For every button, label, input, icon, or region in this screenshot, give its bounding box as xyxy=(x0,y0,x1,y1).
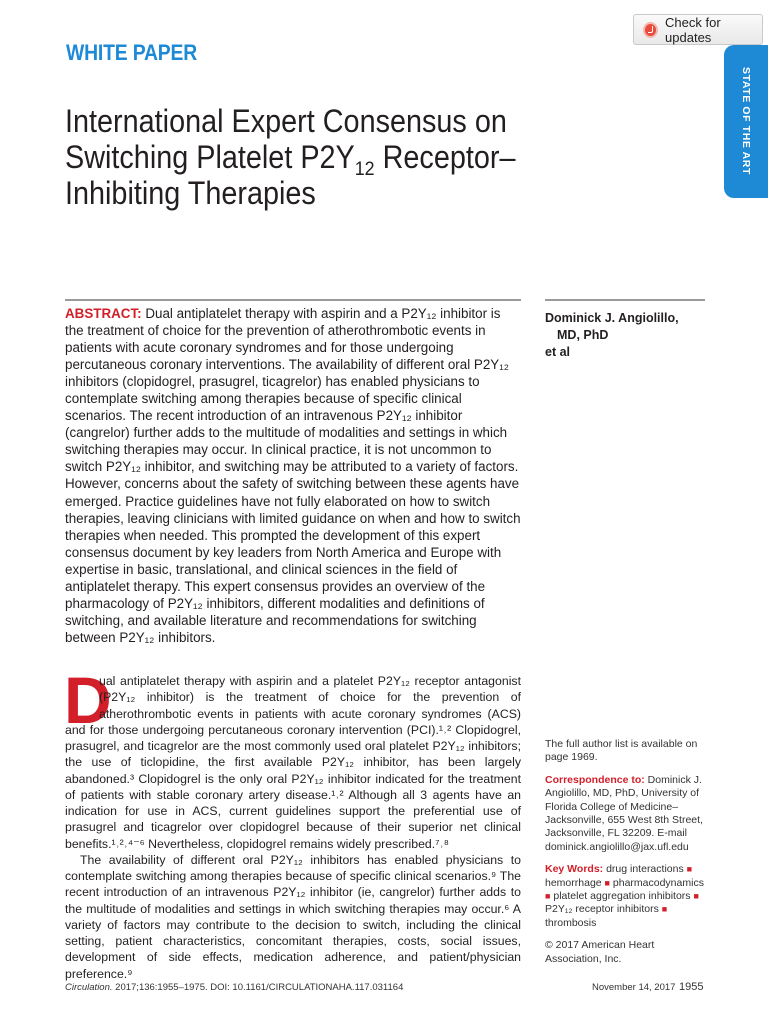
page-number: 1955 xyxy=(679,981,704,993)
crossmark-icon xyxy=(643,22,658,38)
check-for-updates-button[interactable] xyxy=(633,14,763,45)
title-line-1: International Expert Consensus on xyxy=(65,103,507,139)
copyright: © 2017 American Heart Association, Inc. xyxy=(545,939,655,965)
correspondence: Correspondence to: Dominick J. Angiolillo, MD, PhD, University of Florida College of Medicine–Jacksonville, 655 West 8th Street, Jacksonville, FL 32209. E-mail dominick.angiolillo@jax.ufl.edu xyxy=(545,773,703,853)
abstract-rule xyxy=(65,299,521,301)
keyword: thrombosis xyxy=(545,916,597,929)
author-name: Dominick J. Angiolillo, xyxy=(545,311,679,325)
title-line-3: Inhibiting Therapies xyxy=(65,175,316,211)
author-degrees: MD, PhD xyxy=(557,328,609,342)
keyword: drug interactions xyxy=(606,863,684,876)
abstract xyxy=(65,305,521,646)
author-etal: et al xyxy=(545,345,571,359)
section-label: WHITE PAPER xyxy=(66,40,198,65)
drop-cap: D xyxy=(64,663,112,737)
author-list-note: The full author list is available on page 1969. xyxy=(545,738,698,764)
abstract-text: Dual antiplatelet therapy with aspirin and a P2Y₁₂ inhibitor is the treatment of choice for the prevention of atherothrombotic events in patients with acute coronary syndromes and for those undergoing percutaneous coronary interventions. The availability of different oral P2Y₁₂ inhibitors (clopidogrel, prasugrel, ticagrelor) has enabled physicians to contemplate switching among therapies because of specific clinical scenarios. The recent introduction of an intravenous P2Y₁₂ inhibitor (cangrelor) further adds to the multitude of modalities and settings in which switching therapies may occur. In clinical practice, it is not uncommon to switch P2Y₁₂ inhibitor, and switching may be attributed to a variety of factors. However, concerns about the safety of switching between these agents have emerged. Practice guidelines have not fully elaborated on how to switch therapies, leaving clinicians with limited guidance on when and how to switch therapies when needed. This prompted the development of this expert consensus document by key leaders from North America and Europe with expertise in basic, translational, and clinical sciences in the field of antiplatelet therapy. This expert consensus provides an overview of the pharmacology of P2Y₁₂ inhibitors, different modalities and definitions of switching, and available literature and recommendations for switching between P2Y₁₂ inhibitors. xyxy=(65,306,521,645)
journal-name: Circulation. xyxy=(65,982,113,993)
body-paragraph-2: The availability of different oral P2Y₁₂ inhibitors has enabled physicians to contemplate switching among therapies because of specific clinical scenarios.⁹ The recent introduction of an intravenous P2Y₁₂ inhibitor (ie, cangrelor) further adds to the multitude of modalities and settings in which switching therapies may occur.⁶ A variety of factors may contribute to the decision to switch, including the clinical setting, patient characteristics, concomitant therapies, costs, social issues, development of side effects, medication adherence, and patient/physician preference.⁹ xyxy=(65,852,521,981)
body-text xyxy=(65,673,521,982)
keyword: P2Y₁₂ receptor inhibitors xyxy=(545,903,659,916)
abstract-label: ABSTRACT: xyxy=(65,306,142,321)
check-for-updates-label: Check for updates xyxy=(665,14,721,45)
keyword: platelet aggregation inhibitors xyxy=(553,890,691,903)
side-tab-label: STATE OF THE ART xyxy=(740,67,752,175)
author-block xyxy=(545,310,715,361)
body-paragraph-1: ual antiplatelet therapy with aspirin and a platelet P2Y₁₂ receptor antagonist (P2Y₁₂ inhibitor) is the treatment of choice for the prevention of atherothrombotic events in patients with acute coronary syndromes (ACS) and for those undergoing percutaneous coronary intervention (PCI).¹˒² Clopidogrel, prasugrel, and ticagrelor are the most commonly used oral platelet P2Y₁₂ inhibitors; the use of ticlopidine, the first available P2Y₁₂ inhibitor, has been largely abandoned.³ Clopidogrel is the only oral P2Y₁₂ inhibitor indicated for the treatment of patients with stable coronary artery disease.¹˒² Although all 3 agents have an indication for use in ACS, current guidelines support the preferential use of prasugrel and ticagrelor over clopidogrel because of their superior net clinical benefits.¹˒²˒⁴⁻⁶ Nevertheless, clopidogrel remains widely prescribed.⁷˒⁸ xyxy=(65,674,521,851)
publication-date: November 14, 2017 xyxy=(592,982,676,993)
paper-title xyxy=(65,103,641,211)
keyword: hemorrhage xyxy=(545,876,602,889)
keyword: pharmacodynamics xyxy=(612,876,704,889)
sidebar xyxy=(545,738,705,975)
key-words: Key Words: drug interactions ■ hemorrhage ■ pharmacodynamics ■ platelet aggregation inhibitors ■ P2Y₁₂ receptor inhibitors ■ thrombosis xyxy=(545,863,704,929)
author-rule xyxy=(545,299,705,301)
citation-details: 2017;136:1955–1975. DOI: 10.1161/CIRCULATIONAHA.117.031164 xyxy=(112,982,404,993)
footer-citation xyxy=(65,982,403,993)
side-tab xyxy=(724,45,768,198)
title-line-2: Switching Platelet $P2Y_{12}$ Receptor– xyxy=(65,139,516,180)
